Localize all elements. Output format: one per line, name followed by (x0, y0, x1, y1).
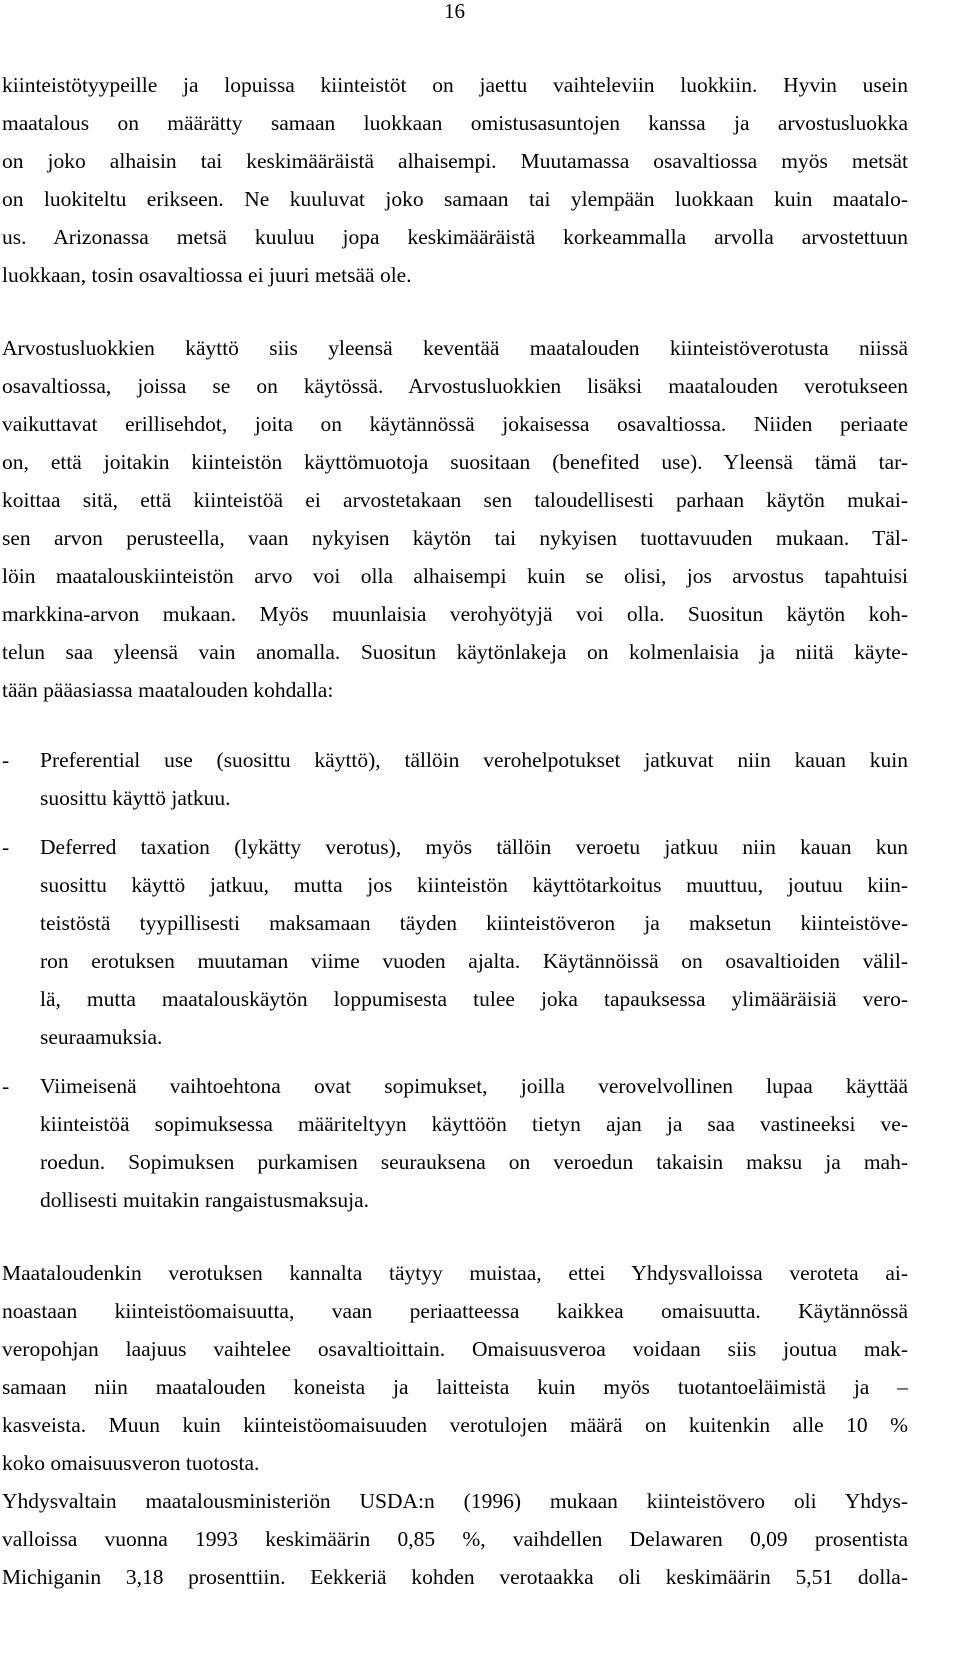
page-number: 16 (444, 0, 465, 23)
text-line: sen arvon perusteella, vaan nykyisen käytön tai nykyisen tuottavuuden mukaan. Täl- (2, 526, 908, 550)
text-line: löin maatalouskiinteistön arvo voi olla alhaisempi kuin se olisi, jos arvostus tapahtuisi (2, 564, 908, 588)
text-line: kiinteistötyypeille ja lopuissa kiinteistöt on jaettu vaihteleviin luokkiin. Hyvin usein (2, 73, 908, 97)
text-line: seuraamuksia. (40, 1025, 163, 1049)
list-marker: - (2, 748, 10, 772)
text-line: suosittu käyttö jatkuu, mutta jos kiinteistön käyttötarkoitus muuttuu, joutuu kiin- (40, 873, 908, 897)
text-line: Deferred taxation (lykätty verotus), myös tällöin veroetu jatkuu niin kauan kun (40, 835, 908, 859)
text-line: telun saa yleensä vain anomalla. Suositun käytönlakeja on kolmenlaisia ja niitä käyte- (2, 640, 908, 664)
text-line: markkina-arvon mukaan. Myös muunlaisia verohyötyjä voi olla. Suositun käytön koh- (2, 602, 908, 626)
text-line: on, että joitakin kiinteistön käyttömuotoja suositaan (benefited use). Yleensä tämä tar- (2, 450, 908, 474)
text-line: koittaa sitä, että kiinteistöä ei arvostetakaan sen taloudellisesti parhaan käytön mukai- (2, 488, 908, 512)
text-line: roedun. Sopimuksen purkamisen seurauksena on veroedun takaisin maksu ja mah- (40, 1150, 908, 1174)
text-line: maatalous on määrätty samaan luokkaan omistusasuntojen kanssa ja arvostusluokka (2, 111, 908, 135)
text-line: teistöstä tyypillisesti maksamaan täyden kiinteistöveron ja maksetun kiinteistöve- (40, 911, 908, 935)
text-line: suosittu käyttö jatkuu. (40, 786, 231, 810)
text-line: luokkaan, tosin osavaltiossa ei juuri metsää ole. (2, 263, 412, 287)
list-marker: - (2, 1074, 10, 1098)
text-line: Michiganin 3,18 prosenttiin. Eekkeriä kohden verotaakka oli keskimäärin 5,51 dolla- (2, 1565, 908, 1589)
text-line: Viimeisenä vaihtoehtona ovat sopimukset, joilla verovelvollinen lupaa käyttää (40, 1074, 908, 1098)
text-line: dollisesti muitakin rangaistusmaksuja. (40, 1188, 370, 1212)
text-line: us. Arizonassa metsä kuuluu jopa keskimääräistä korkeammalla arvolla arvostettuun (2, 225, 908, 249)
text-line: on joko alhaisin tai keskimääräistä alhaisempi. Muutamassa osavaltiossa myös metsät (2, 149, 908, 173)
text-line: samaan niin maatalouden koneista ja laitteista kuin myös tuotantoeläimistä ja – (2, 1375, 908, 1399)
text-line: Yhdysvaltain maatalousministeriön USDA:n (1996) mukaan kiinteistövero oli Yhdys- (2, 1489, 908, 1513)
text-line: vaikuttavat erillisehdot, joita on käytännössä jokaisessa osavaltiossa. Niiden periaate (2, 412, 908, 436)
list-marker: - (2, 835, 10, 859)
text-line: on luokiteltu erikseen. Ne kuuluvat joko samaan tai ylempään luokkaan kuin maatalo- (2, 187, 908, 211)
text-line: koko omaisuusveron tuotosta. (2, 1451, 260, 1475)
text-line: tään pääasiassa maatalouden kohdalla: (2, 678, 334, 702)
text-line: osavaltiossa, joissa se on käytössä. Arvostusluokkien lisäksi maatalouden verotukseen (2, 374, 908, 398)
text-line: valloissa vuonna 1993 keskimäärin 0,85 %, vaihdellen Delawaren 0,09 prosentista (2, 1527, 908, 1551)
text-line: kasveista. Muun kuin kiinteistöomaisuuden verotulojen määrä on kuitenkin alle 10 % (2, 1413, 908, 1437)
text-line: Arvostusluokkien käyttö siis yleensä keventää maatalouden kiinteistöverotusta niissä (2, 336, 908, 360)
text-line: Maataloudenkin verotuksen kannalta täytyy muistaa, ettei Yhdysvalloissa veroteta ai- (2, 1261, 908, 1285)
text-line: Preferential use (suosittu käyttö), tällöin verohelpotukset jatkuvat niin kauan kuin (40, 748, 908, 772)
text-line: lä, mutta maatalouskäytön loppumisesta tulee joka tapauksessa ylimääräisiä vero- (40, 987, 908, 1011)
text-line: kiinteistöä sopimuksessa määriteltyyn käyttöön tietyn ajan ja saa vastineeksi ve- (40, 1112, 908, 1136)
text-line: veropohjan laajuus vaihtelee osavaltioittain. Omaisuusveroa voidaan siis joutua mak- (2, 1337, 908, 1361)
text-line: noastaan kiinteistöomaisuutta, vaan periaatteessa kaikkea omaisuutta. Käytännössä (2, 1299, 908, 1323)
text-line: ron erotuksen muutaman viime vuoden ajalta. Käytännöissä on osavaltioiden välil- (40, 949, 908, 973)
